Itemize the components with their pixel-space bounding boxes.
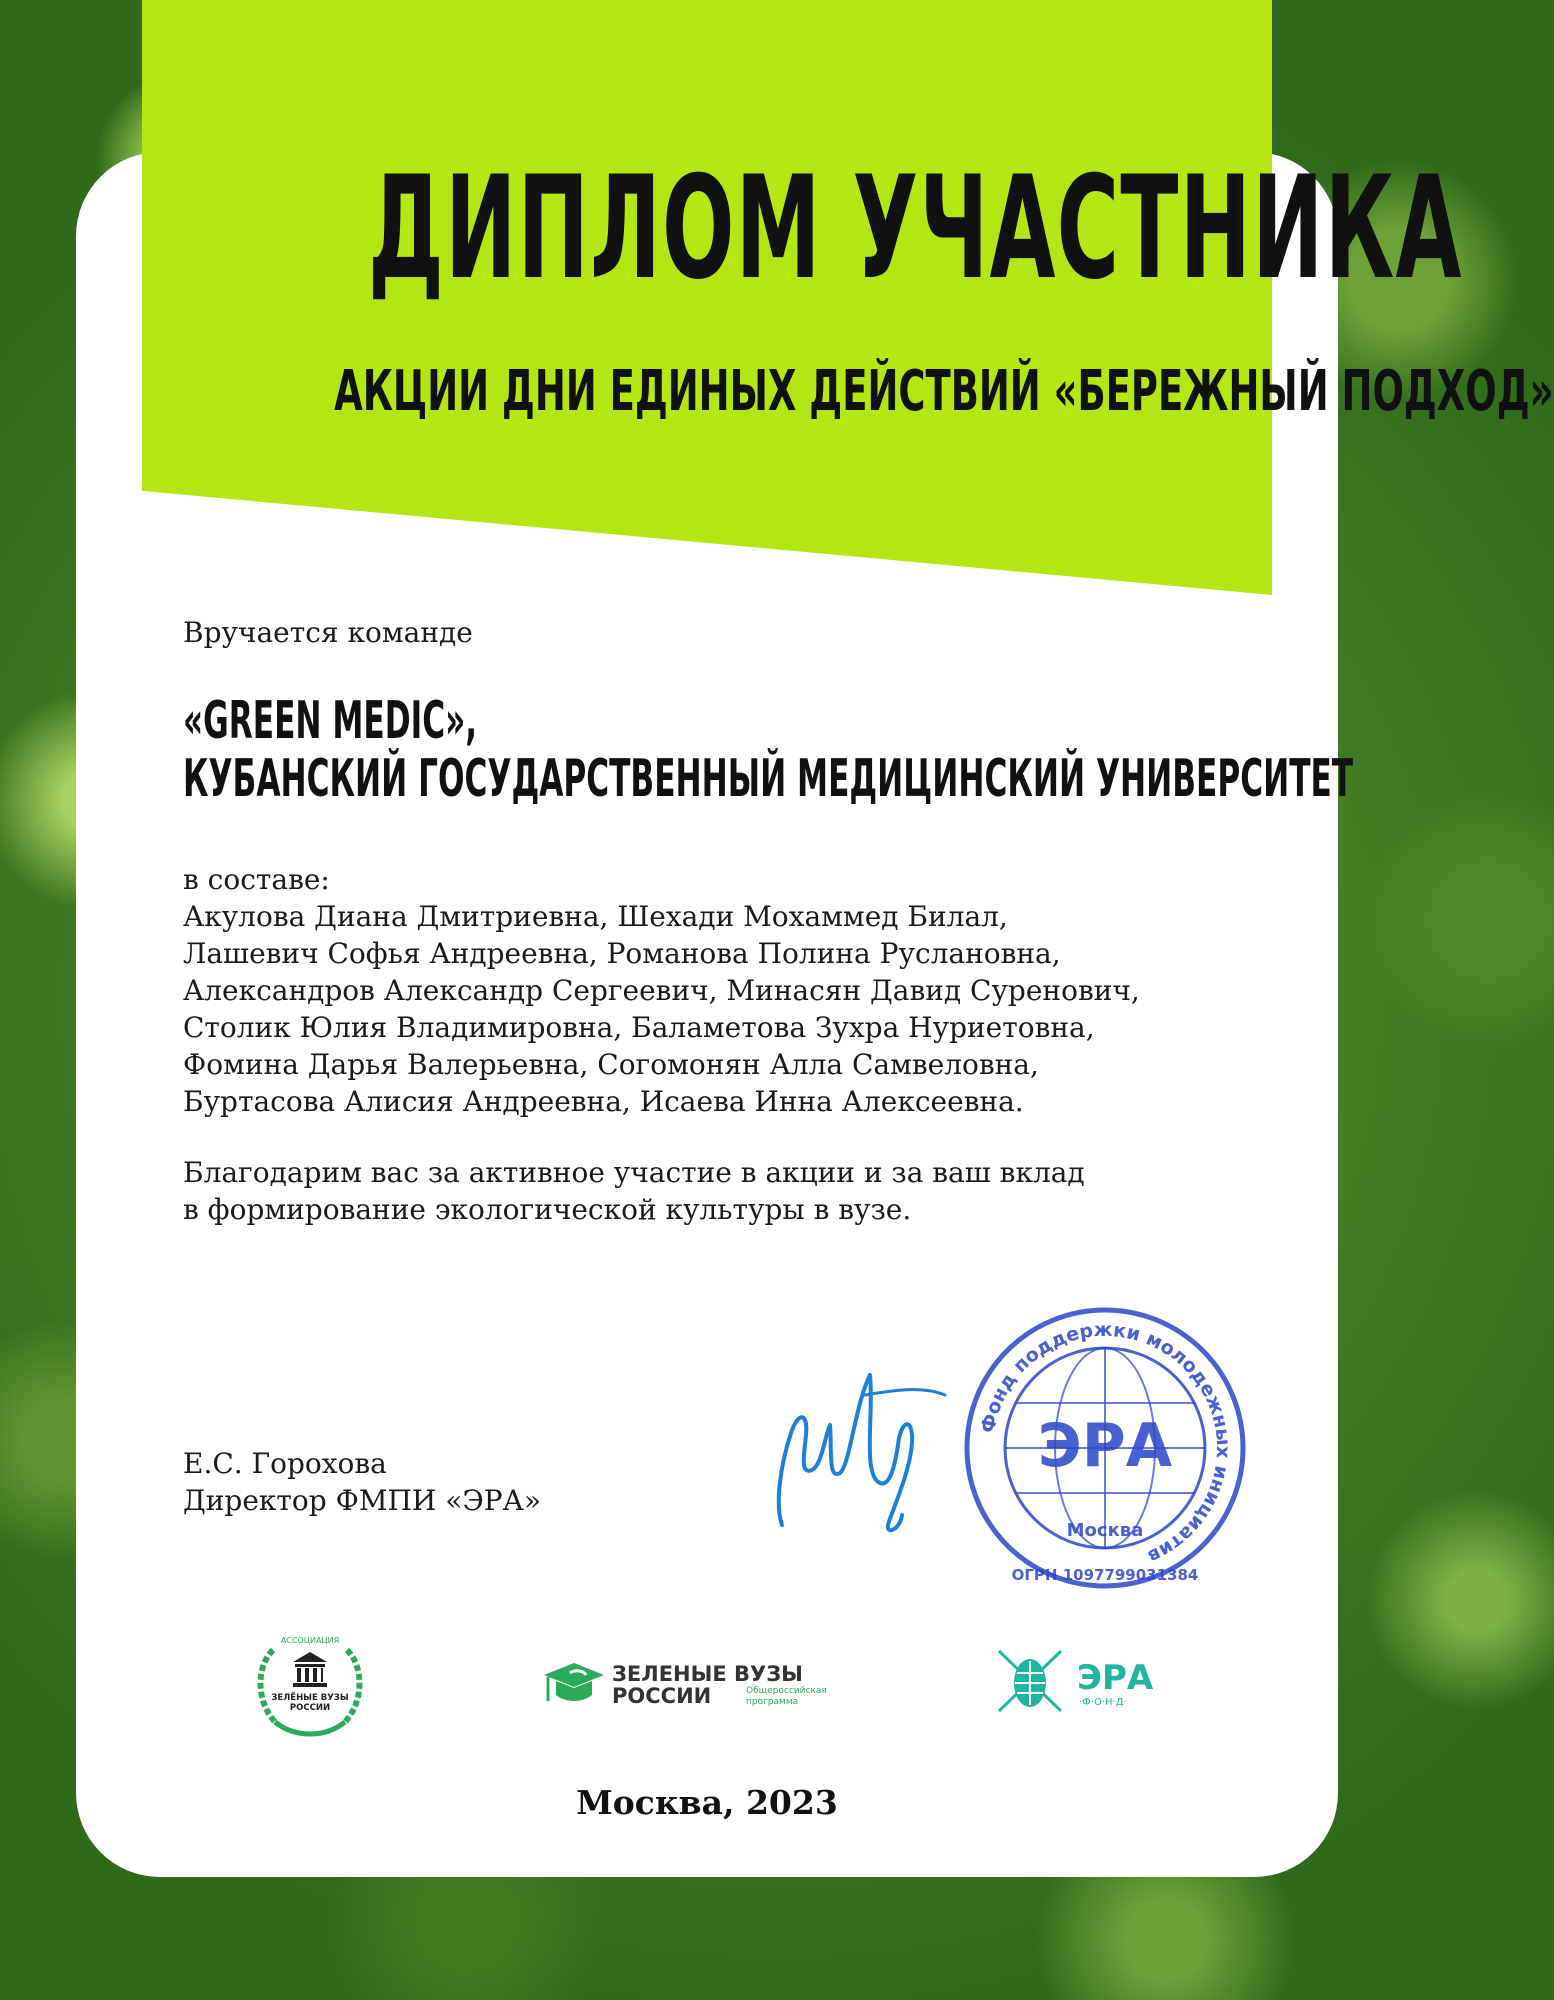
- members-line: Буртасова Алисия Андреевна, Исаева Инна Алексеевна.: [183, 1085, 1024, 1118]
- diploma-subtitle: АКЦИИ ДНИ ЕДИНЫХ ДЕЙСТВИЙ «БЕРЕЖНЫЙ ПОДХОД»: [334, 359, 1554, 424]
- members-line: Лашевич Софья Андреевна, Романова Полина Руслановна,: [183, 937, 1061, 970]
- members-block: [183, 861, 1283, 1120]
- members-line: Александров Александр Сергеевич, Минасян Давид Суренович,: [183, 974, 1140, 1007]
- members-intro: в составе:: [183, 863, 330, 896]
- era-fund-logo: [995, 1645, 1175, 1720]
- university-name: КУБАНСКИЙ ГОСУДАРСТВЕННЫЙ МЕДИЦИНСКИЙ УНИВЕРСИТЕТ: [183, 749, 1354, 809]
- program-note2: программа: [746, 1697, 799, 1707]
- program-line2: РОССИИ: [612, 1684, 712, 1708]
- pinecone-icon: [999, 1651, 1061, 1711]
- stamp-ring-text: Фонд поддержки молодежных инициатив: [976, 1318, 1235, 1568]
- members-line: Акулова Диана Дмитриевна, Шехади Мохаммед Билал,: [183, 900, 1008, 933]
- team-block: [183, 692, 1353, 808]
- fund-name: ЭРА: [1077, 1658, 1154, 1698]
- diploma-title: ДИПЛОМ УЧАСТНИКА: [368, 146, 1463, 311]
- signer-position: Директор ФМПИ «ЭРА»: [183, 1484, 541, 1517]
- association-line1: ЗЕЛЁНЫЕ ВУЗЫ: [271, 1693, 349, 1703]
- stamp-ogrn: ОГРН 1097799031384: [1011, 1566, 1199, 1584]
- members-line: Столик Юлия Владимировна, Баламетова Зухра Нуриетовна,: [183, 1011, 1095, 1044]
- thanks-line: Благодарим вас за активное участие в акции и за ваш вклад: [183, 1156, 1085, 1189]
- program-logo: [540, 1655, 840, 1715]
- team-name: «GREEN MEDIC»,: [183, 691, 478, 751]
- signer-name: Е.С. Горохова: [183, 1447, 387, 1480]
- signature-image: [770, 1355, 970, 1545]
- program-note1: Общероссийская: [746, 1686, 827, 1696]
- fund-sub: ·Ф·О·Н·Д·: [1079, 1697, 1127, 1708]
- thanks-block: [183, 1154, 1085, 1228]
- program-line1: ЗЕЛЕНЫЕ ВУЗЫ: [612, 1662, 803, 1686]
- stamp-city: Москва: [1066, 1520, 1144, 1541]
- association-logo: [245, 1630, 375, 1740]
- association-line2: РОССИИ: [289, 1703, 331, 1713]
- thanks-line: в формирование экологической культуры в вузе.: [183, 1193, 912, 1226]
- city-year: Москва, 2023: [576, 1783, 838, 1822]
- association-top: АССОЦИАЦИЯ: [280, 1636, 340, 1645]
- graduation-cap-icon: [544, 1663, 604, 1701]
- award-text: Вручается команде: [183, 616, 473, 649]
- signer-block: [183, 1445, 541, 1519]
- stamp-center-text: ЭРА: [1037, 1411, 1173, 1481]
- building-icon: [293, 1652, 327, 1687]
- stamp-image: [960, 1298, 1250, 1598]
- members-line: Фомина Дарья Валерьевна, Согомонян Алла Самвеловна,: [183, 1048, 1039, 1081]
